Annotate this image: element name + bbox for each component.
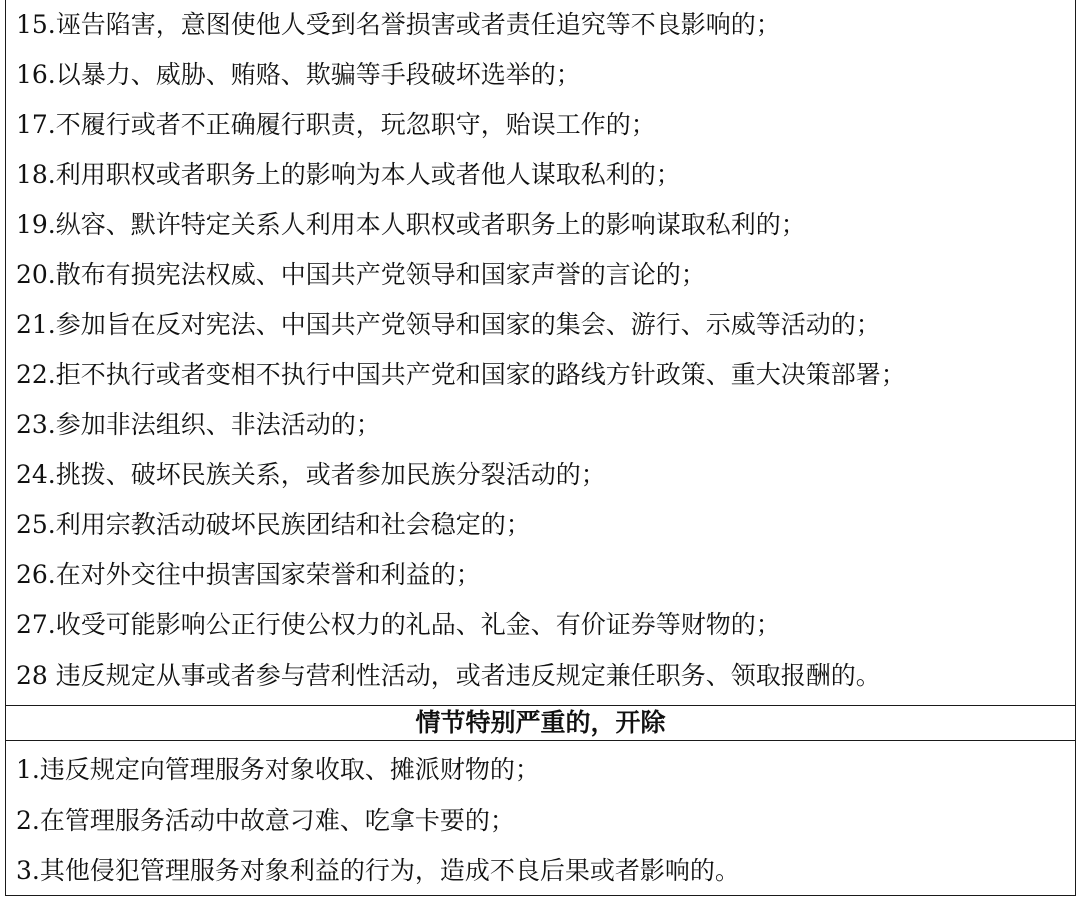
list-item: 1.违反规定向管理服务对象收取、摊派财物的； — [16, 755, 540, 784]
violation-list-upper — [6, 0, 1075, 705]
list-item: 3.其他侵犯管理服务对象利益的行为，造成不良后果或者影响的。 — [16, 856, 740, 885]
list-item: 27.收受可能影响公正行使公权力的礼品、礼金、有价证券等财物的； — [16, 610, 781, 639]
violation-list-lower — [6, 741, 1075, 896]
list-item: 18.利用职权或者职务上的影响为本人或者他人谋取私利的； — [16, 160, 681, 189]
list-item: 28 违反规定从事或者参与营利性活动，或者违反规定兼任职务、领取报酬的。 — [16, 661, 881, 690]
list-item: 16.以暴力、威胁、贿赂、欺骗等手段破坏选举的； — [16, 60, 581, 89]
list-item: 20.散布有损宪法权威、中国共产党领导和国家声誉的言论的； — [16, 260, 706, 289]
list-item: 2.在管理服务活动中故意刁难、吃拿卡要的； — [16, 806, 515, 835]
list-item: 17.不履行或者不正确履行职责，玩忽职守，贻误工作的； — [16, 110, 656, 139]
list-item: 22.拒不执行或者变相不执行中国共产党和国家的路线方针政策、重大决策部署； — [16, 360, 906, 389]
section-header-row — [6, 705, 1075, 741]
list-item: 26.在对外交往中损害国家荣誉和利益的； — [16, 560, 481, 589]
regulations-table — [5, 0, 1076, 896]
section-header: 情节特别严重的，开除 — [415, 708, 666, 737]
list-item: 15.诬告陷害，意图使他人受到名誉损害或者责任追究等不良影响的； — [16, 10, 781, 39]
list-item: 25.利用宗教活动破坏民族团结和社会稳定的； — [16, 510, 531, 539]
list-item: 23.参加非法组织、非法活动的； — [16, 410, 381, 439]
list-item: 24.挑拨、破坏民族关系，或者参加民族分裂活动的； — [16, 460, 606, 489]
list-item: 19.纵容、默许特定关系人利用本人职权或者职务上的影响谋取私利的； — [16, 210, 806, 239]
list-item: 21.参加旨在反对宪法、中国共产党领导和国家的集会、游行、示威等活动的； — [16, 310, 881, 339]
